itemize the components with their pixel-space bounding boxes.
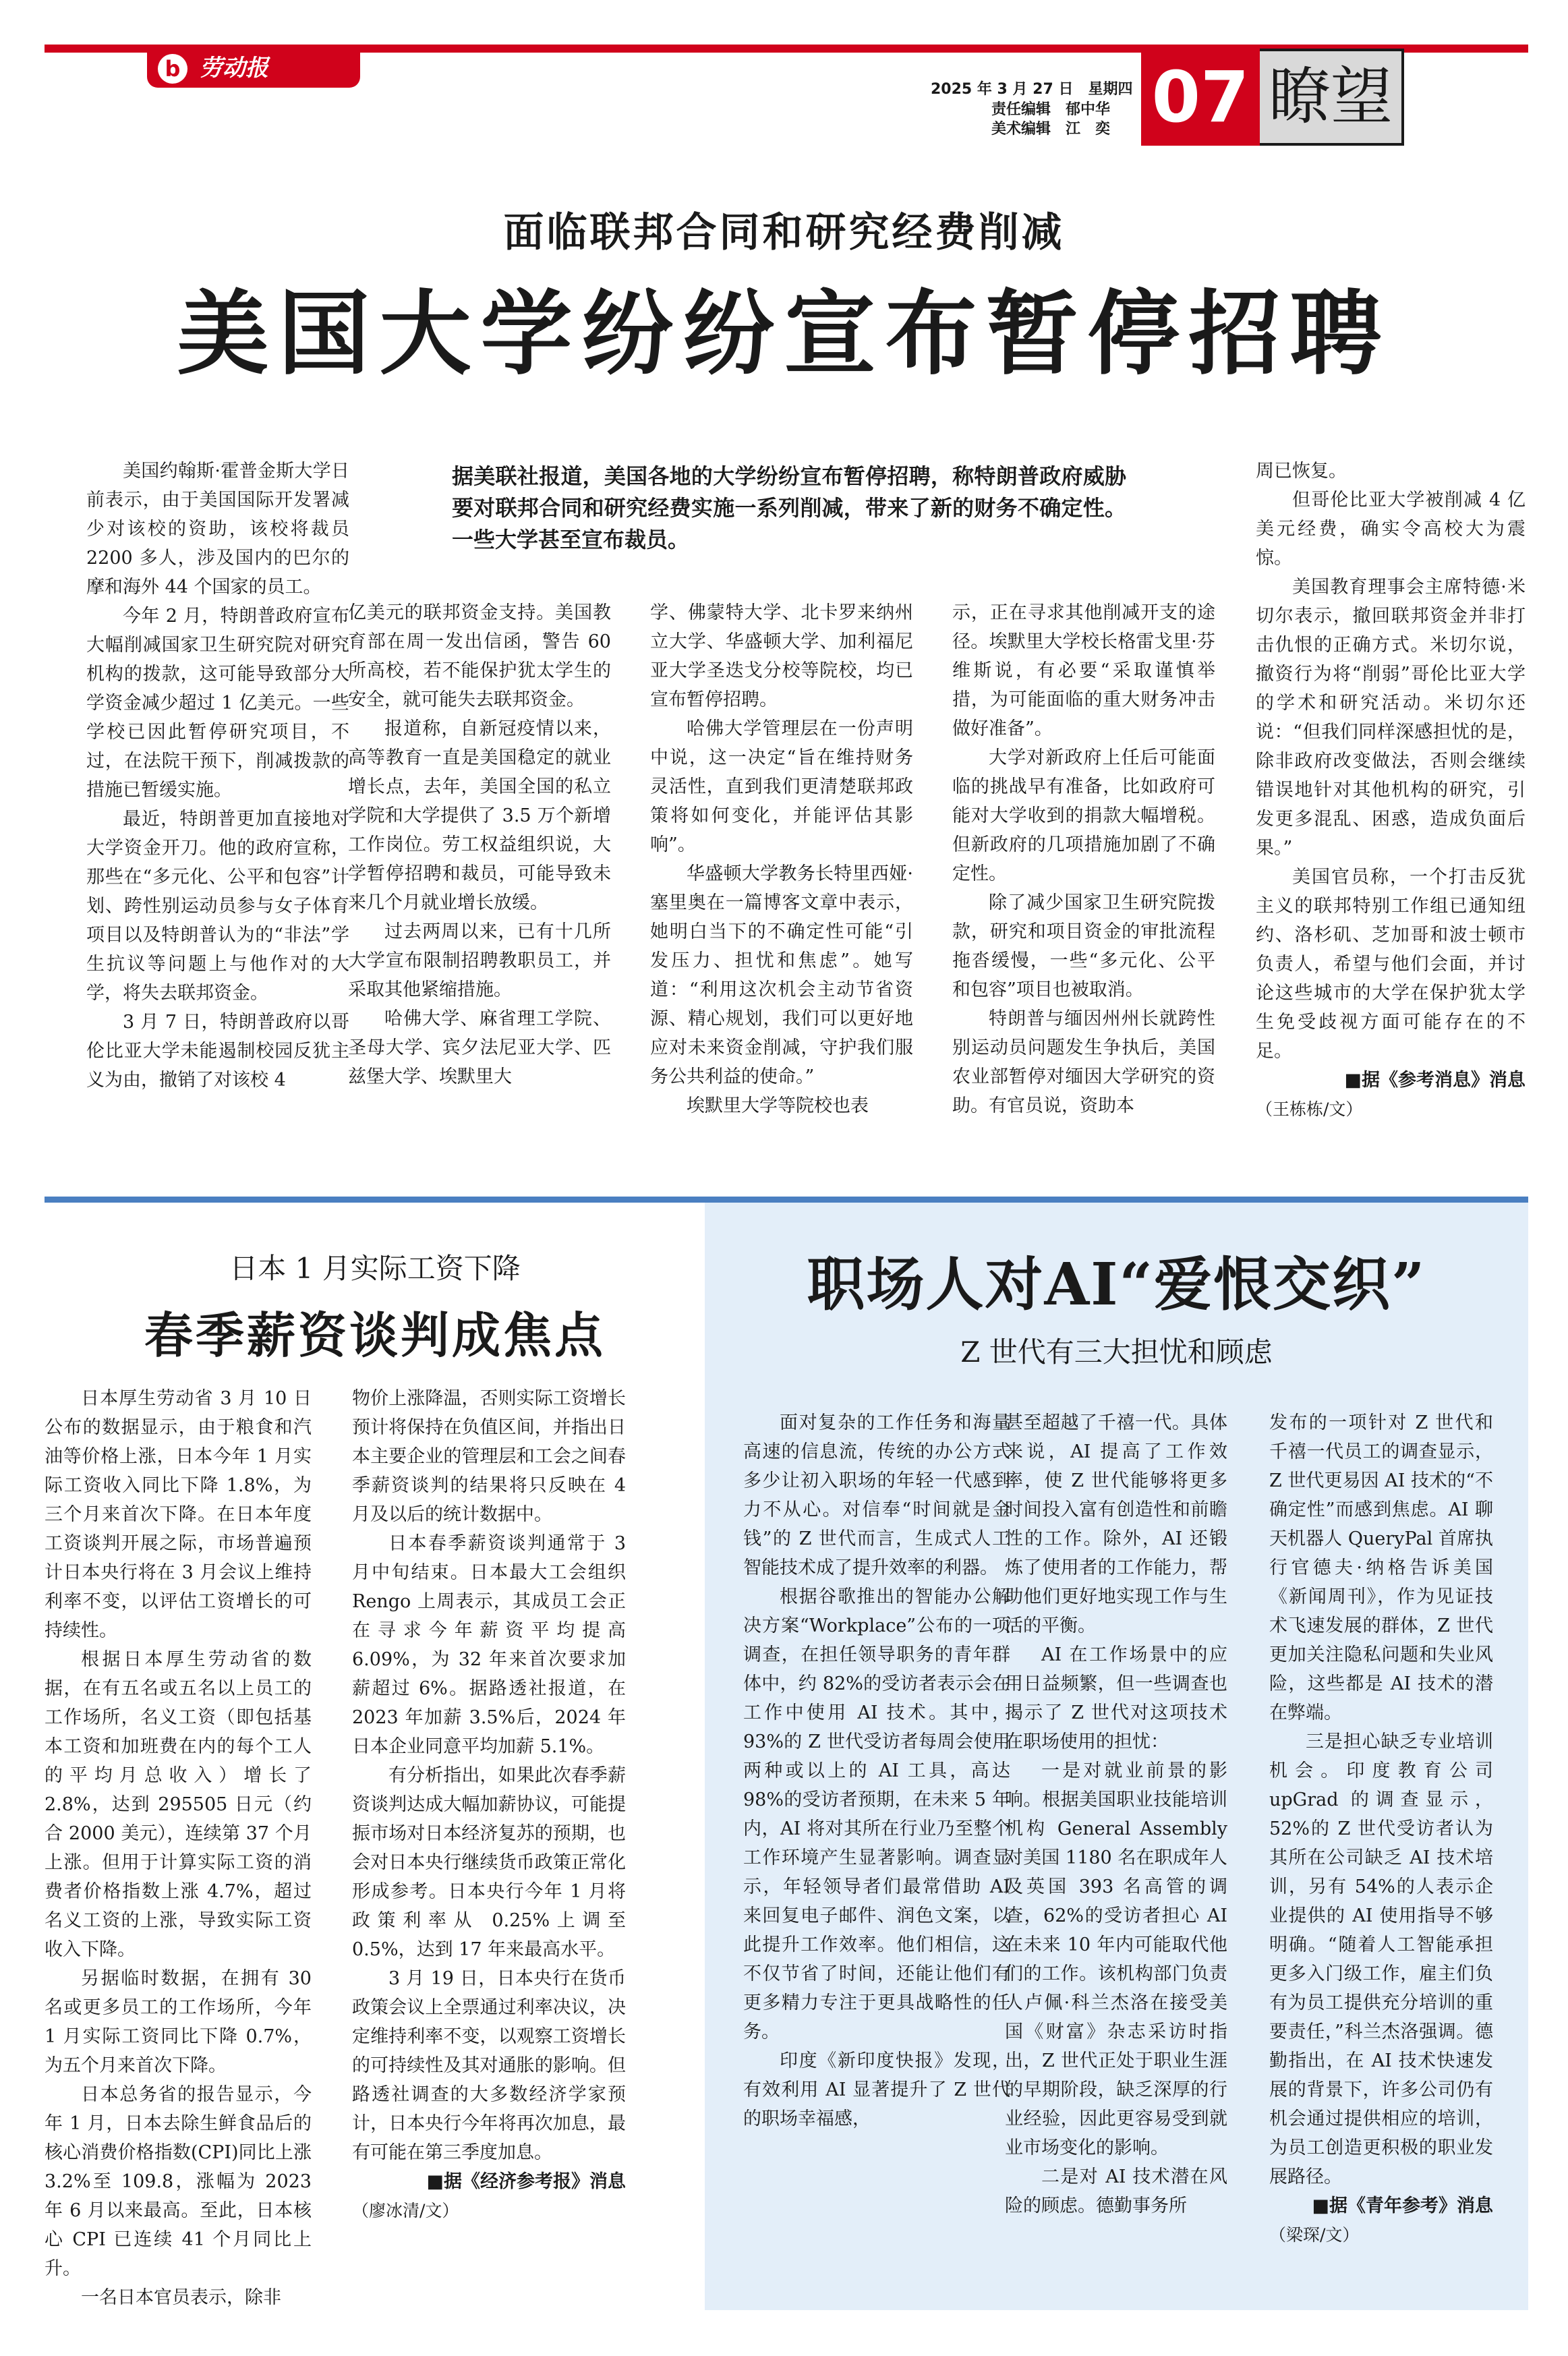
article3-headline: 职场人对AI“爱恨交织” [807,1251,1426,1319]
paragraph: 学、佛蒙特大学、北卡罗来纳州立大学、华盛顿大学、加利福尼亚大学圣迭戈分校等院校，均已宣布暂停招聘。 [650,602,913,710]
paragraph: 3 月 19 日，日本央行在货币政策会议上全票通过利率决议，决定维持利率不变，以观察工资增长的可持续性及其对通胀的影响。但路透社调查的大多数经济学家预计，日本央行今年将再次加息，最有可能在第三季度加息。 [352,1968,626,2163]
article3-column-3 [1269,1408,1493,2309]
paragraph: 二是对 AI 技术潜在风险的顾虑。德勤事务所 [1005,2166,1227,2216]
article1-column-4 [952,598,1215,1178]
article1-lead: 据美联社报道，美国各地的大学纷纷宣布暂停招聘，称特朗普政府威胁要对联邦合同和研究经费实施一系列削减，带来了新的财务不确定性。一些大学甚至宣布裁员。 [452,463,1126,552]
art-editor-credit: 美术编辑 江 奕 [991,121,1111,138]
article2-column-1 [45,1384,312,2309]
paragraph: 物价上涨降温，否则实际工资增长预计将保持在负值区间，并指出日本主要企业的管理层和工会之间春季薪资谈判的结果将只反映在 4 月及以后的统计数据中。 [352,1388,626,1525]
paragraph: 另据临时数据，在拥有 30 名或更多员工的工作场所，今年 1 月实际工资同比下降 0.7%，为五个月来首次下降。 [45,1968,312,2076]
paragraph: 有分析指出，如果此次春季薪资谈判达成大幅加薪协议，可能提振市场对日本经济复苏的预期，也会对日本央行继续货币政策正常化形成参考。日本央行今年 1 月将政策利率从 0.25%上调至 0.5%，达到 17 年来最高水平。 [352,1765,626,1960]
article1-byline: （王栋栋/文） [1256,1099,1363,1119]
paragraph: 三是担心缺乏专业培训机会。印度教育公司 upGrad 的调查显示，52%的 Z 世代受访者认为其所在公司缺乏 AI 技术培训，另有 54%的人表示企业提供的 AI 使用指导不够明确。“随着人工智能承担更多入门级工作，雇主们负有为员工提供充分培训的重要责任，”科兰杰洛强调。德勤指出，在 AI 技术快速发展的背景下，许多公司仍有机会通过提供相应的培训，为员工创造更积极的职业发展路径。 [1269,1731,1493,2187]
logo-mark-icon: b [158,54,187,84]
paragraph: 示，正在寻求其他削减开支的途径。埃默里大学校长格雷戈里·芬维斯说，有必要“采取谨慎举措，为可能面临的重大财务冲击做好准备”。 [952,602,1215,739]
paragraph: 报道称，自新冠疫情以来，高等教育一直是美国稳定的就业增长点，去年，美国全国的私立学院和大学提供了 3.5 万个新增工作岗位。劳工权益组织说，大学暂停招聘和裁员，可能导致未来几个月就业增长放缓。 [348,718,611,913]
paragraph: 美国官员称，一个打击反犹主义的联邦特别工作组已通知纽约、洛杉矶、芝加哥和波士顿市负责人，希望与他们会面，并讨论这些城市的大学在保护犹太学生免受歧视方面可能存在的不足。 [1256,867,1526,1062]
paragraph: 日本厚生劳动省 3 月 10 日公布的数据显示，由于粮食和汽油等价格上涨，日本今年 1 月实际工资收入同比下降 1.8%，为三个月来首次下降。在日本年度工资谈判开展之际，市场普遍预计日本央行将在 3 月会议上维持利率不变，以评估工资增长的可持续性。 [45,1388,312,1641]
paragraph: 今年 2 月，特朗普政府宣布大幅削减国家卫生研究院对研究机构的拨款，这可能导致部分大学资金减少超过 1 亿美元。一些学校已因此暂停研究项目，不过，在法院干预下，削减拨款的措施已暂缓实施。 [86,606,349,801]
paragraph: 哈佛大学、麻省理工学院、圣母大学、宾夕法尼亚大学、匹兹堡大学、埃默里大 [348,1008,611,1087]
article2-subtitle: 日本 1 月实际工资下降 [229,1252,521,1285]
article3-byline: （梁琛/文） [1269,2225,1360,2245]
logo-text: 劳动报 [200,55,268,82]
paragraph: 面对复杂的工作任务和海量高速的信息流，传统的办公方式多少让初入职场的年轻一代感到力不从心。对信奉“时间就是金钱”的 Z 世代而言，生成式人工智能技术成了提升效率的利器。 [743,1412,1010,1578]
paragraph: 日本春季薪资谈判通常于 3 月中旬结束。日本最大工会组织 Rengo 上周表示，其成员工会正在寻求今年薪资平均提高 6.09%，为 32 年来首次要求加薪超过 6%。据路透社报道，在 2023 年加薪 3.5%后，2024 年日本企业同意平均加薪 5.1%。 [352,1533,626,1757]
paragraph: 哈佛大学管理层在一份声明中说，这一决定“旨在维持财务灵活性，直到我们更清楚联邦政策将如何变化，并能评估其影响”。 [650,718,913,855]
article1-subtitle: 面临联邦合同和研究经费削减 [503,209,1065,256]
article2-headline: 春季薪资谈判成焦点 [144,1306,606,1364]
article3-column-1 [743,1408,1010,2309]
paragraph: 过去两周以来，已有十几所大学宣布限制招聘教职员工，并采取其他紧缩措施。 [348,921,611,1000]
newspaper-logo [147,49,360,88]
article3-subtitle: Z 世代有三大担忧和顾虑 [960,1335,1273,1369]
paragraph: 甚至超越了千禧一代。具体来说，AI 提高了工作效率，使 Z 世代能够将更多时间投入富有创造性和前瞻性的工作。除外，AI 还锻炼了使用者的工作能力，帮助他们更好地实现工作与生活的平衡。 [1005,1412,1227,1636]
page-number: 07 [1141,49,1260,146]
section-title: 瞭望 [1260,49,1404,146]
article2-column-2 [352,1384,626,2309]
paragraph: 埃默里大学等院校也表 [687,1095,869,1116]
paragraph: 根据谷歌推出的智能办公解决方案“Workplace”公布的一项调查，在担任领导职务的青年群体中，约 82%的受访者表示会在工作中使用 AI 技术。其中，93%的 Z 世代受访者每周会使用两种或以上的 AI 工具，高达 98%的受访者预期，在未来 5 年内，AI 将对其所在行业乃至整个工作环境产生显著影响。调查显示，年轻领导者们最常借助 AI 来回复电子邮件、润色文案，以此提升工作效率。他们相信，这不仅节省了时间，还能让他们有更多精力专注于更具战略性的任务。 [743,1586,1010,2042]
article2-source: ■据《经济参考报》消息 [426,2171,626,2192]
paragraph: 美国教育理事会主席特德·米切尔表示，撤回联邦资金并非打击仇恨的正确方式。米切尔说，撤资行为将“削弱”哥伦比亚大学的学术和研究活动。米切尔还说：“但我们同样深感担忧的是，除非政府改变做法，否则会继续错误地针对其他机构的研究，引发更多混乱、困惑，造成负面后果。” [1256,577,1526,859]
paragraph: 亿美元的联邦资金支持。美国教育部在周一发出信函，警告 60 所高校，若不能保护犹太学生的安全，就可能失去联邦资金。 [348,602,611,710]
paragraph: 日本总务省的报告显示，今年 1 月，日本去除生鲜食品后的核心消费价格指数(CPI)同比上涨 3.2%至 109.8，涨幅为 2023 年 6 月以来最高。至此，日本核心 CPI 已连续 41 个月同比上升。 [45,2084,312,2279]
paragraph: 发布的一项针对 Z 世代和千禧一代员工的调查显示，Z 世代更易因 AI 技术的“不确定性”而感到焦虑。AI 聊天机器人 QueryPal 首席执行官德夫·纳格告诉美国《新闻周刊》，作为见证技术飞速发展的群体，Z 世代更加关注隐私问题和失业风险，这些都是 AI 技术的潜在弊端。 [1269,1412,1493,1723]
paragraph: 大学对新政府上任后可能面临的挑战早有准备，比如政府可能对大学收到的捐款大幅增税。但新政府的几项措施加剧了不确定性。 [952,747,1215,884]
article1-column-1 [86,457,349,1174]
article3-source: ■据《青年参考》消息 [1312,2195,1493,2216]
article1-column-5 [1256,457,1526,1185]
section-divider [45,1197,1528,1203]
paragraph: 华盛顿大学教务长特里西娅·塞里奥在一篇博客文章中表示，她明白当下的不确定性可能“引发压力、担忧和焦虑”。她写道：“利用这次机会主动节省资源、精心规划，我们可以更好地应对未来资金削减，守护我们服务公共利益的使命。” [650,863,913,1087]
article3-column-2 [1005,1408,1227,2309]
paragraph: 最近，特朗普更加直接地对大学资金开刀。他的政府宣称，那些在“多元化、公平和包容”计划、跨性别运动员参与女子体育项目以及特朗普认为的“非法”学生抗议等问题上与他作对的大学，将失去联邦资金。 [86,809,349,1004]
paragraph: 特朗普与缅因州州长就跨性别运动员问题发生争执后，美国农业部暂停对缅因大学研究的资助。有官员说，资助本 [952,1008,1215,1116]
article2-byline: （廖冰清/文） [352,2201,459,2220]
article1-source: ■据《参考消息》消息 [1344,1070,1526,1091]
paragraph: 但哥伦比亚大学被削减 4 亿美元经费，确实令高校大为震惊。 [1256,490,1526,569]
paragraph: 一名日本官员表示，除非 [81,2287,281,2308]
issue-date: 2025 年 3 月 27 日 星期四 [931,81,1133,98]
paragraph: 根据日本厚生劳动省的数据，在有五名或五名以上员工的工作场所，名义工资（即包括基本工资和加班费在内的每个工人的平均月总收入）增长了 2.8%，达到 295505 日元（约合 2000 美元），连续第 37 个月上涨。但用于计算实际工资的消费者价格指数上涨 4.7%，超过名义工资的上涨，导致实际工资收入下降。 [45,1649,312,1960]
article1-headline: 美国大学纷纷宣布暂停招聘 [177,280,1391,388]
paragraph: 美国约翰斯·霍普金斯大学日前表示，由于美国国际开发署减少对该校的资助，该校将裁员 2200 多人，涉及国内的巴尔的摩和海外 44 个国家的员工。 [86,461,349,598]
editor-credit: 责任编辑 郁中华 [991,101,1111,118]
paragraph: 除了减少国家卫生研究院拨款，研究和项目资金的审批流程拖沓缓慢，一些“多元化、公平和包容”项目也被取消。 [952,892,1215,1000]
article1-column-2 [348,598,611,1178]
paragraph: AI 在工作场景中的应用日益频繁，但一些调查也揭示了 Z 世代对这项技术在职场使用的担忧： [1005,1644,1227,1752]
article1-column-3 [650,598,913,1178]
paragraph: 3 月 7 日，特朗普政府以哥伦比亚大学未能遏制校园反犹主义为由，撤销了对该校 4 [86,1012,349,1091]
paragraph: 一是对就业前景的影响。根据美国职业技能培训机构 General Assembly 对美国 1180 名在职成年人及英国 393 名高管的调查，62%的受访者担心 AI 在未来 10 年内可能取代他们的工作。该机构部门负责人卢佩·科兰杰洛在接受美国《财富》杂志采访时指出，Z 世代正处于职业生涯的早期阶段，缺乏深厚的行业经验，因此更容易受到就业市场变化的影响。 [1005,1760,1227,2158]
paragraph: 周已恢复。 [1256,461,1347,482]
paragraph: 印度《新印度快报》发现，有效利用 AI 显著提升了 Z 世代的职场幸福感， [743,2050,1010,2129]
